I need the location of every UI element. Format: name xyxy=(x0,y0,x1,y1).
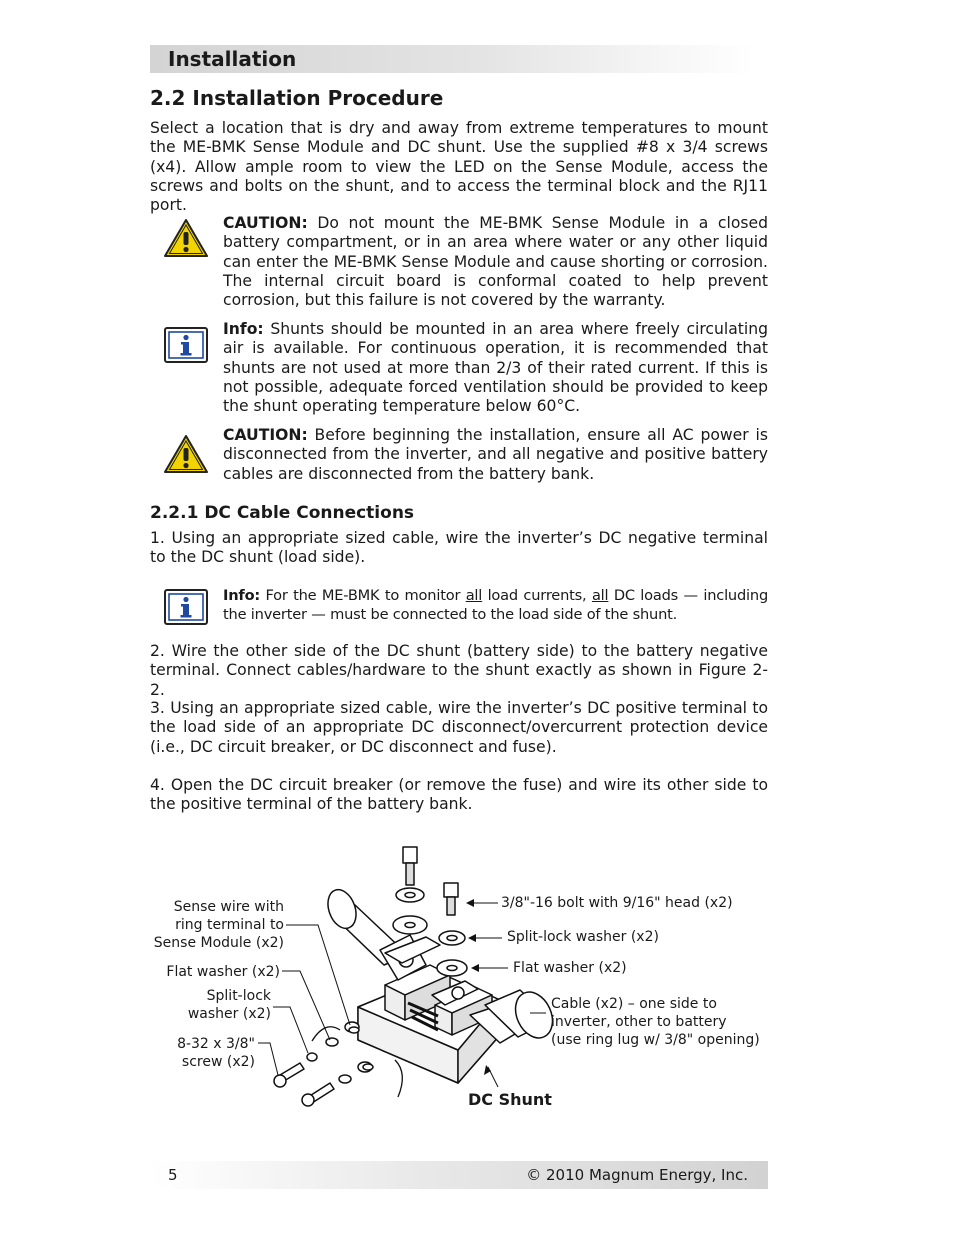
info-icon xyxy=(163,326,209,366)
intro-paragraph: Select a location that is dry and away from extreme temperatures to mount the ME-BMK Sense Module and DC shunt. Use the supplied #8 x 3/4 screws (x4). Allow ample room to view the LED on the Sense Module, access the screws and bolts on the shunt, and to access the terminal block and the RJ11 port. xyxy=(150,119,768,215)
note-label: CAUTION: xyxy=(223,426,308,444)
info-icon xyxy=(163,588,209,628)
dc-shunt-figure xyxy=(140,835,780,1125)
caution-note-2 xyxy=(223,426,768,484)
label-line: screw (x2) xyxy=(181,1054,255,1070)
label-dc-shunt: DC Shunt xyxy=(468,1090,552,1109)
note-text: Before beginning the installation, ensure all AC power is disconnected from the inverter, and all negative and positive battery cables are disconnected from the battery bank. xyxy=(223,426,768,483)
note-label: Info: xyxy=(223,587,261,604)
note-text: load currents, xyxy=(482,587,592,604)
section-header-title: Installation xyxy=(168,47,297,71)
label-flat-washer-right: Flat washer (x2) xyxy=(513,960,627,976)
info-note-1 xyxy=(223,320,768,416)
label-line: Sense Module (x2) xyxy=(153,935,284,951)
label-line: (use ring lug w/ 3/8" opening) xyxy=(551,1032,760,1048)
label-split-lock-left xyxy=(140,987,271,1023)
note-text: Do not mount the ME-BMK Sense Module in a closed battery compartment, or in an area where water or any other liquid can enter the ME-BMK Sense Module and cause shorting or corrosion. The internal circuit board is conformal coated to help prevent corrosion, but this failure is not covered by the warranty. xyxy=(223,214,768,310)
step-1: 1. Using an appropriate sized cable, wire the inverter’s DC negative terminal to the DC shunt (load side). xyxy=(150,529,768,567)
emphasis-all: all xyxy=(591,587,609,604)
label-line: Cable (x2) – one side to xyxy=(551,996,717,1012)
step-2: 2. Wire the other side of the DC shunt (battery side) to the battery negative terminal. Connect cables/hardware to the shunt exactly as shown in Figure 2-2. xyxy=(150,642,768,699)
page-footer xyxy=(150,1161,768,1189)
label-line: washer (x2) xyxy=(187,1006,271,1022)
label-split-lock-right: Split-lock washer (x2) xyxy=(507,929,659,945)
note-label: Info: xyxy=(223,320,264,338)
page-title: 2.2 Installation Procedure xyxy=(150,86,444,110)
label-line: 8-32 x 3/8" xyxy=(177,1036,255,1052)
label-screw xyxy=(140,1035,255,1071)
page-number: 5 xyxy=(168,1166,178,1184)
caution-icon xyxy=(163,218,209,258)
emphasis-all: all xyxy=(465,587,483,604)
info-note-2 xyxy=(223,586,768,625)
section-header-bar xyxy=(150,45,755,73)
label-flat-washer-left: Flat washer (x2) xyxy=(166,964,280,980)
label-sense-wire xyxy=(140,898,284,952)
step-3: 3. Using an appropriate sized cable, wire the inverter’s DC positive terminal to the load side of an appropriate DC disconnect/overcurrent protection device (i.e., DC circuit breaker, or DC disconnect and fuse). xyxy=(150,699,768,756)
label-line: inverter, other to battery xyxy=(551,1014,727,1030)
caution-icon xyxy=(163,434,209,474)
note-label: CAUTION: xyxy=(223,214,308,232)
note-text: DC loads — including the inverter — must be connected to the load side of the shunt. xyxy=(223,587,769,624)
label-line: Split-lock xyxy=(206,988,271,1004)
caution-note-1 xyxy=(223,214,768,310)
label-cable xyxy=(551,995,760,1049)
label-line: Sense wire with xyxy=(173,899,284,915)
copyright: © 2010 Magnum Energy, Inc. xyxy=(526,1166,748,1184)
note-text: For the ME-BMK to monitor xyxy=(260,587,466,604)
note-text: Shunts should be mounted in an area where freely circulating air is available. For continuous operation, it is recommended that shunts are not used at more than 2/3 of their rated current. If this is not possible, adequate forced ventilation should be provided to keep the shunt operating temperature below 60°C. xyxy=(223,320,768,416)
subsection-title: 2.2.1 DC Cable Connections xyxy=(150,503,415,523)
label-bolt: 3/8"-16 bolt with 9/16" head (x2) xyxy=(501,895,733,911)
step-4: 4. Open the DC circuit breaker (or remove the fuse) and wire its other side to the positive terminal of the battery bank. xyxy=(150,776,768,814)
label-line: ring terminal to xyxy=(175,917,284,933)
